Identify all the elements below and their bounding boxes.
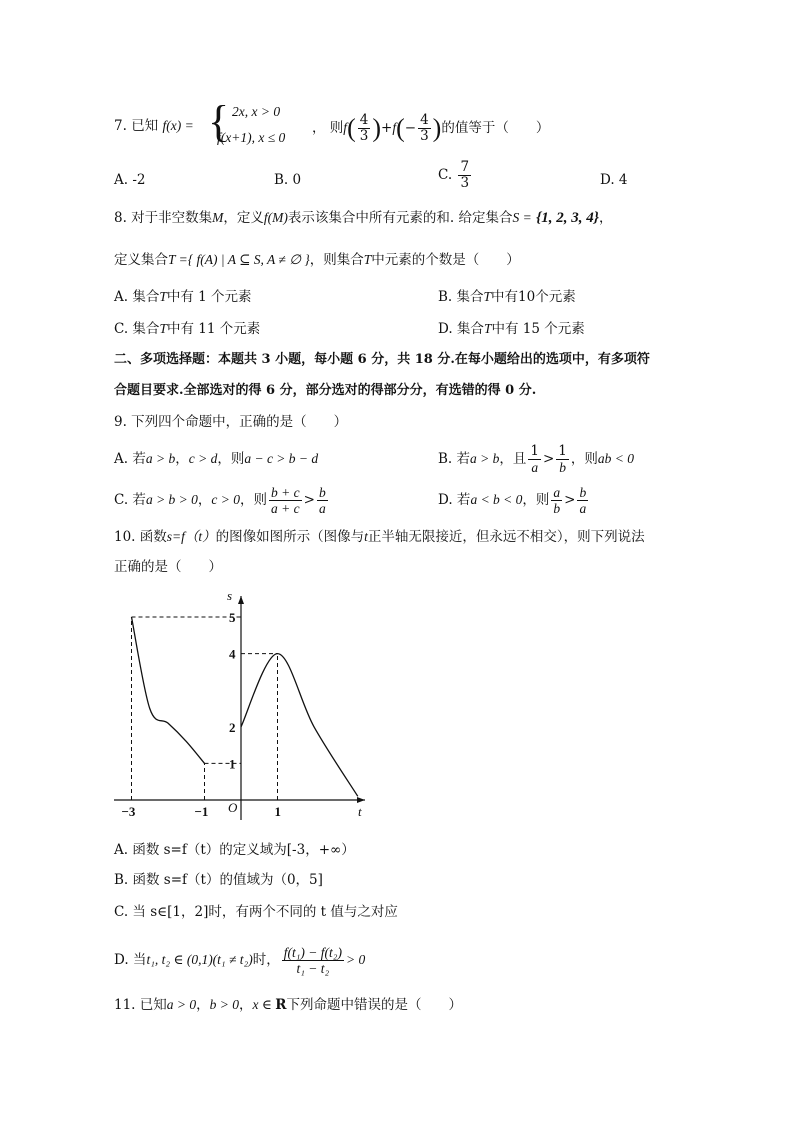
q10-option-c[interactable]: C. 当 s∈[1，2]时，有两个不同的 t 值与之对应 [114,904,398,920]
y-tick-label-1: 4 [229,646,236,662]
x-tick-label-2: 1 [274,804,281,819]
q7-brace: { [208,97,230,146]
x-tick-label-1: −1 [194,804,209,819]
curve-right-branch [241,654,358,797]
q9-option-d[interactable]: D. 若a < b < 0，则 $\frac{a}{b}$ > $\frac{b}{a}$ [438,485,587,516]
q10-option-a[interactable]: A. 函数 s=f（t）的定义域为[-3，+∞） [114,842,355,858]
q8-option-d[interactable]: D. 集合T中有 15 个元素 [438,321,585,337]
q7-option-a[interactable]: A. -2 [114,172,146,188]
q8-stem-line2: 定义集合T ={ f(A) | A ⊆ S, A ≠ ∅ }，则集合T中元素的个数是（ ） [114,252,520,268]
x-tick-label-0: −3 [121,804,136,819]
q10-stem-line1: 10. 函数s=f（t）的图像如图所示（图像与t正半轴无限接近，但永远不相交），则下列说法 [114,529,645,545]
q10-option-d[interactable]: D. 当t₁, t₂ ∈ (0,1)(t₁ ≠ t₂)时， $\frac{\text{f(t₁) − f(t₂)}}{\text{t₁ − t₂}}$ > 0 [114,945,366,976]
q8-option-c[interactable]: C. 集合T中有 11 个元素 [114,321,261,337]
q7-option-b[interactable]: B. 0 [274,172,302,188]
q10-graph [110,588,380,828]
q9-option-c[interactable]: C. 若a > b > 0，c > 0，则 $\frac{b + c}{a + c}$ > $\frac{b}{a}$ [114,485,326,516]
origin-label: O [228,800,238,815]
q8-option-a[interactable]: A. 集合T中有 1 个元素 [114,289,252,305]
q9-option-a[interactable]: A. 若a > b，c > d，则a − c > b − d [114,451,319,467]
y-tick-label-3: 1 [229,756,236,772]
q7-option-c[interactable]: C. $\frac{7}{3}$ [438,159,470,191]
t-axis-arrow [357,797,365,803]
q7-stem: 7. 已知 f(x) = [114,118,194,134]
section2-heading-line1: 二、多项选择题：本题共 3 小题，每小题 6 分，共 18 分.在每小题给出的选项中，有多项符 [114,352,650,367]
q7-option-d[interactable]: D. 4 [600,172,628,188]
q9-option-b[interactable]: B. 若a > b，且 $\frac{1}{a}$ > $\frac{1}{b}$ ，则ab < 0 [438,443,635,475]
section2-heading-line2: 合题目要求.全部选对的得 6 分，部分选对的得部分分，有选错的得 0 分. [114,383,537,398]
q8-stem-line1: 8. 对于非空数集M，定义f(M)表示该集合中所有元素的和. 给定集合S = {1, 2, 3, 4}， [114,210,613,226]
q7-expression: ， 则f( $\frac{4}{3}$ )+f(− $\frac{4}{3}$ )的值等于（ ） [312,112,550,144]
y-tick-label-2: 2 [229,719,236,735]
axis-label-s: s [227,588,233,603]
q11-stem: 11. 已知a > 0，b > 0，x ∈ R下列命题中错误的是（ ） [114,997,462,1013]
q7-case1: 2x, x > 0 [232,104,281,119]
y-tick-label-0: 5 [229,610,236,625]
q10-stem-line2: 正确的是（ ） [114,559,222,575]
q7-case2: f(x+1), x ≤ 0 [217,130,286,145]
curve-left-branch [132,617,205,763]
q9-stem: 9. 下列四个命题中，正确的是（ ） [114,414,348,430]
s-axis-arrow [238,596,244,604]
q10-option-b[interactable]: B. 函数 s=f（t）的值域为（0，5] [114,872,323,888]
axis-label-t: t [358,804,362,819]
q8-option-b[interactable]: B. 集合T中有10个元素 [438,289,576,305]
